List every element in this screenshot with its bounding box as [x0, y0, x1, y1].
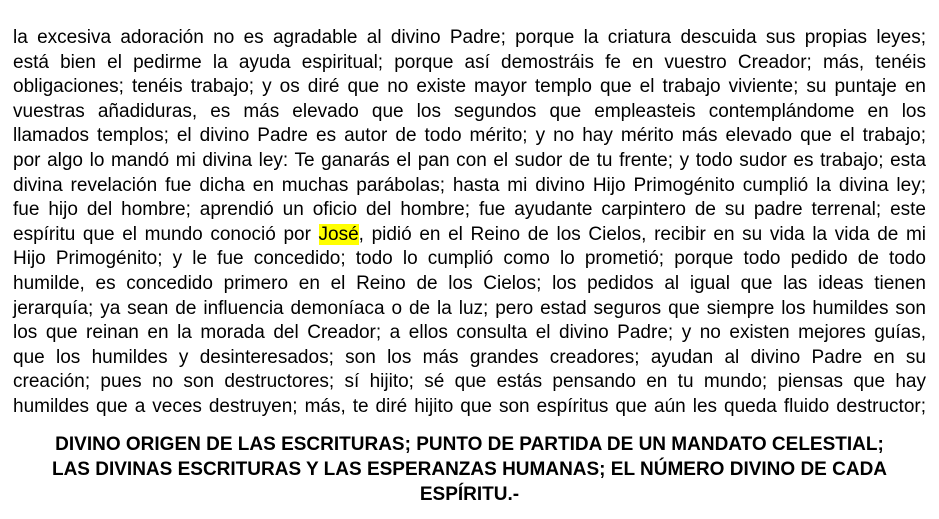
text-line: creación; pues no son destructores; sí hijito; sé que estás pensando en tu mundo; piensas que hay [13, 371, 926, 393]
text-line: fue hijo del hombre; aprendió un oficio del hombre; fue ayudante carpintero de su padre terrenal; este [13, 199, 926, 221]
heading-line: DIVINO ORIGEN DE LAS ESCRITURAS; PUNTO DE PARTIDA DE UN MANDATO CELESTIAL; [55, 433, 884, 455]
text-line: humildes que a veces destruyen; más, te diré hijito que son espíritus que aún les queda fluido destructor; [13, 395, 926, 417]
text-line: llamados templos; el divino Padre es autor de todo mérito; y no hay mérito más elevado que el trabajo; [13, 125, 926, 147]
text-line: jerarquía; ya sean de influencia demoníaca o de la luz; pero estad seguros que siempre los humildes son [13, 297, 926, 319]
text-line: los que reinan en la morada del Creador; a ellos consulta el divino Padre; y no existen mejores guías, [13, 322, 926, 344]
text-after-highlight: , pidió en el Reino de los Cielos, recibir en su vida la vida de mi [358, 223, 926, 245]
section-heading [13, 432, 926, 507]
highlighted-word: José [318, 223, 359, 245]
heading-line: ESPÍRITU.- [419, 483, 520, 505]
text-line: está bien el pedirme la ayuda espiritual; porque así demostráis fe en vuestro Creador; más, tenéis [13, 51, 926, 73]
text-line: la excesiva adoración no es agradable al divino Padre; porque la criatura descuida sus propias leyes; [13, 27, 926, 48]
text-line: vuestras añadiduras, es más elevado que los segundos que empleasteis contemplándome en los [13, 100, 926, 122]
text-line: que los humildes y desinteresados; son los más grandes creadores; ayudan al divino Padre en su [13, 346, 926, 368]
text-line: Hijo Primogénito; y le fue concedido; todo lo cumplió como lo prometió; porque todo pedido de todo [13, 248, 926, 270]
text-line: obligaciones; tenéis trabajo; y os diré que no existe mayor templo que el trabajo viviente; su puntaje en [13, 76, 926, 98]
text-line: divina revelación fue dicha en muchas parábolas; hasta mi divino Hijo Primogénito cumplió la divina ley; [13, 174, 926, 196]
heading-line: LAS DIVINAS ESCRITURAS Y LAS ESPERANZAS HUMANAS; EL NÚMERO DIVINO DE CADA [51, 458, 888, 480]
body-text [13, 26, 926, 420]
text-before-highlight: espíritu que el mundo conoció por [13, 223, 319, 245]
text-line: humilde, es concedido primero en el Reino de los Cielos; los pedidos al igual que las ideas tienen [13, 272, 926, 294]
text-line: por algo lo mandó mi divina ley: Te ganarás el pan con el sudor de tu frente; y todo sudor es trabajo; esta [13, 149, 926, 171]
text-line-with-highlight [13, 223, 926, 248]
